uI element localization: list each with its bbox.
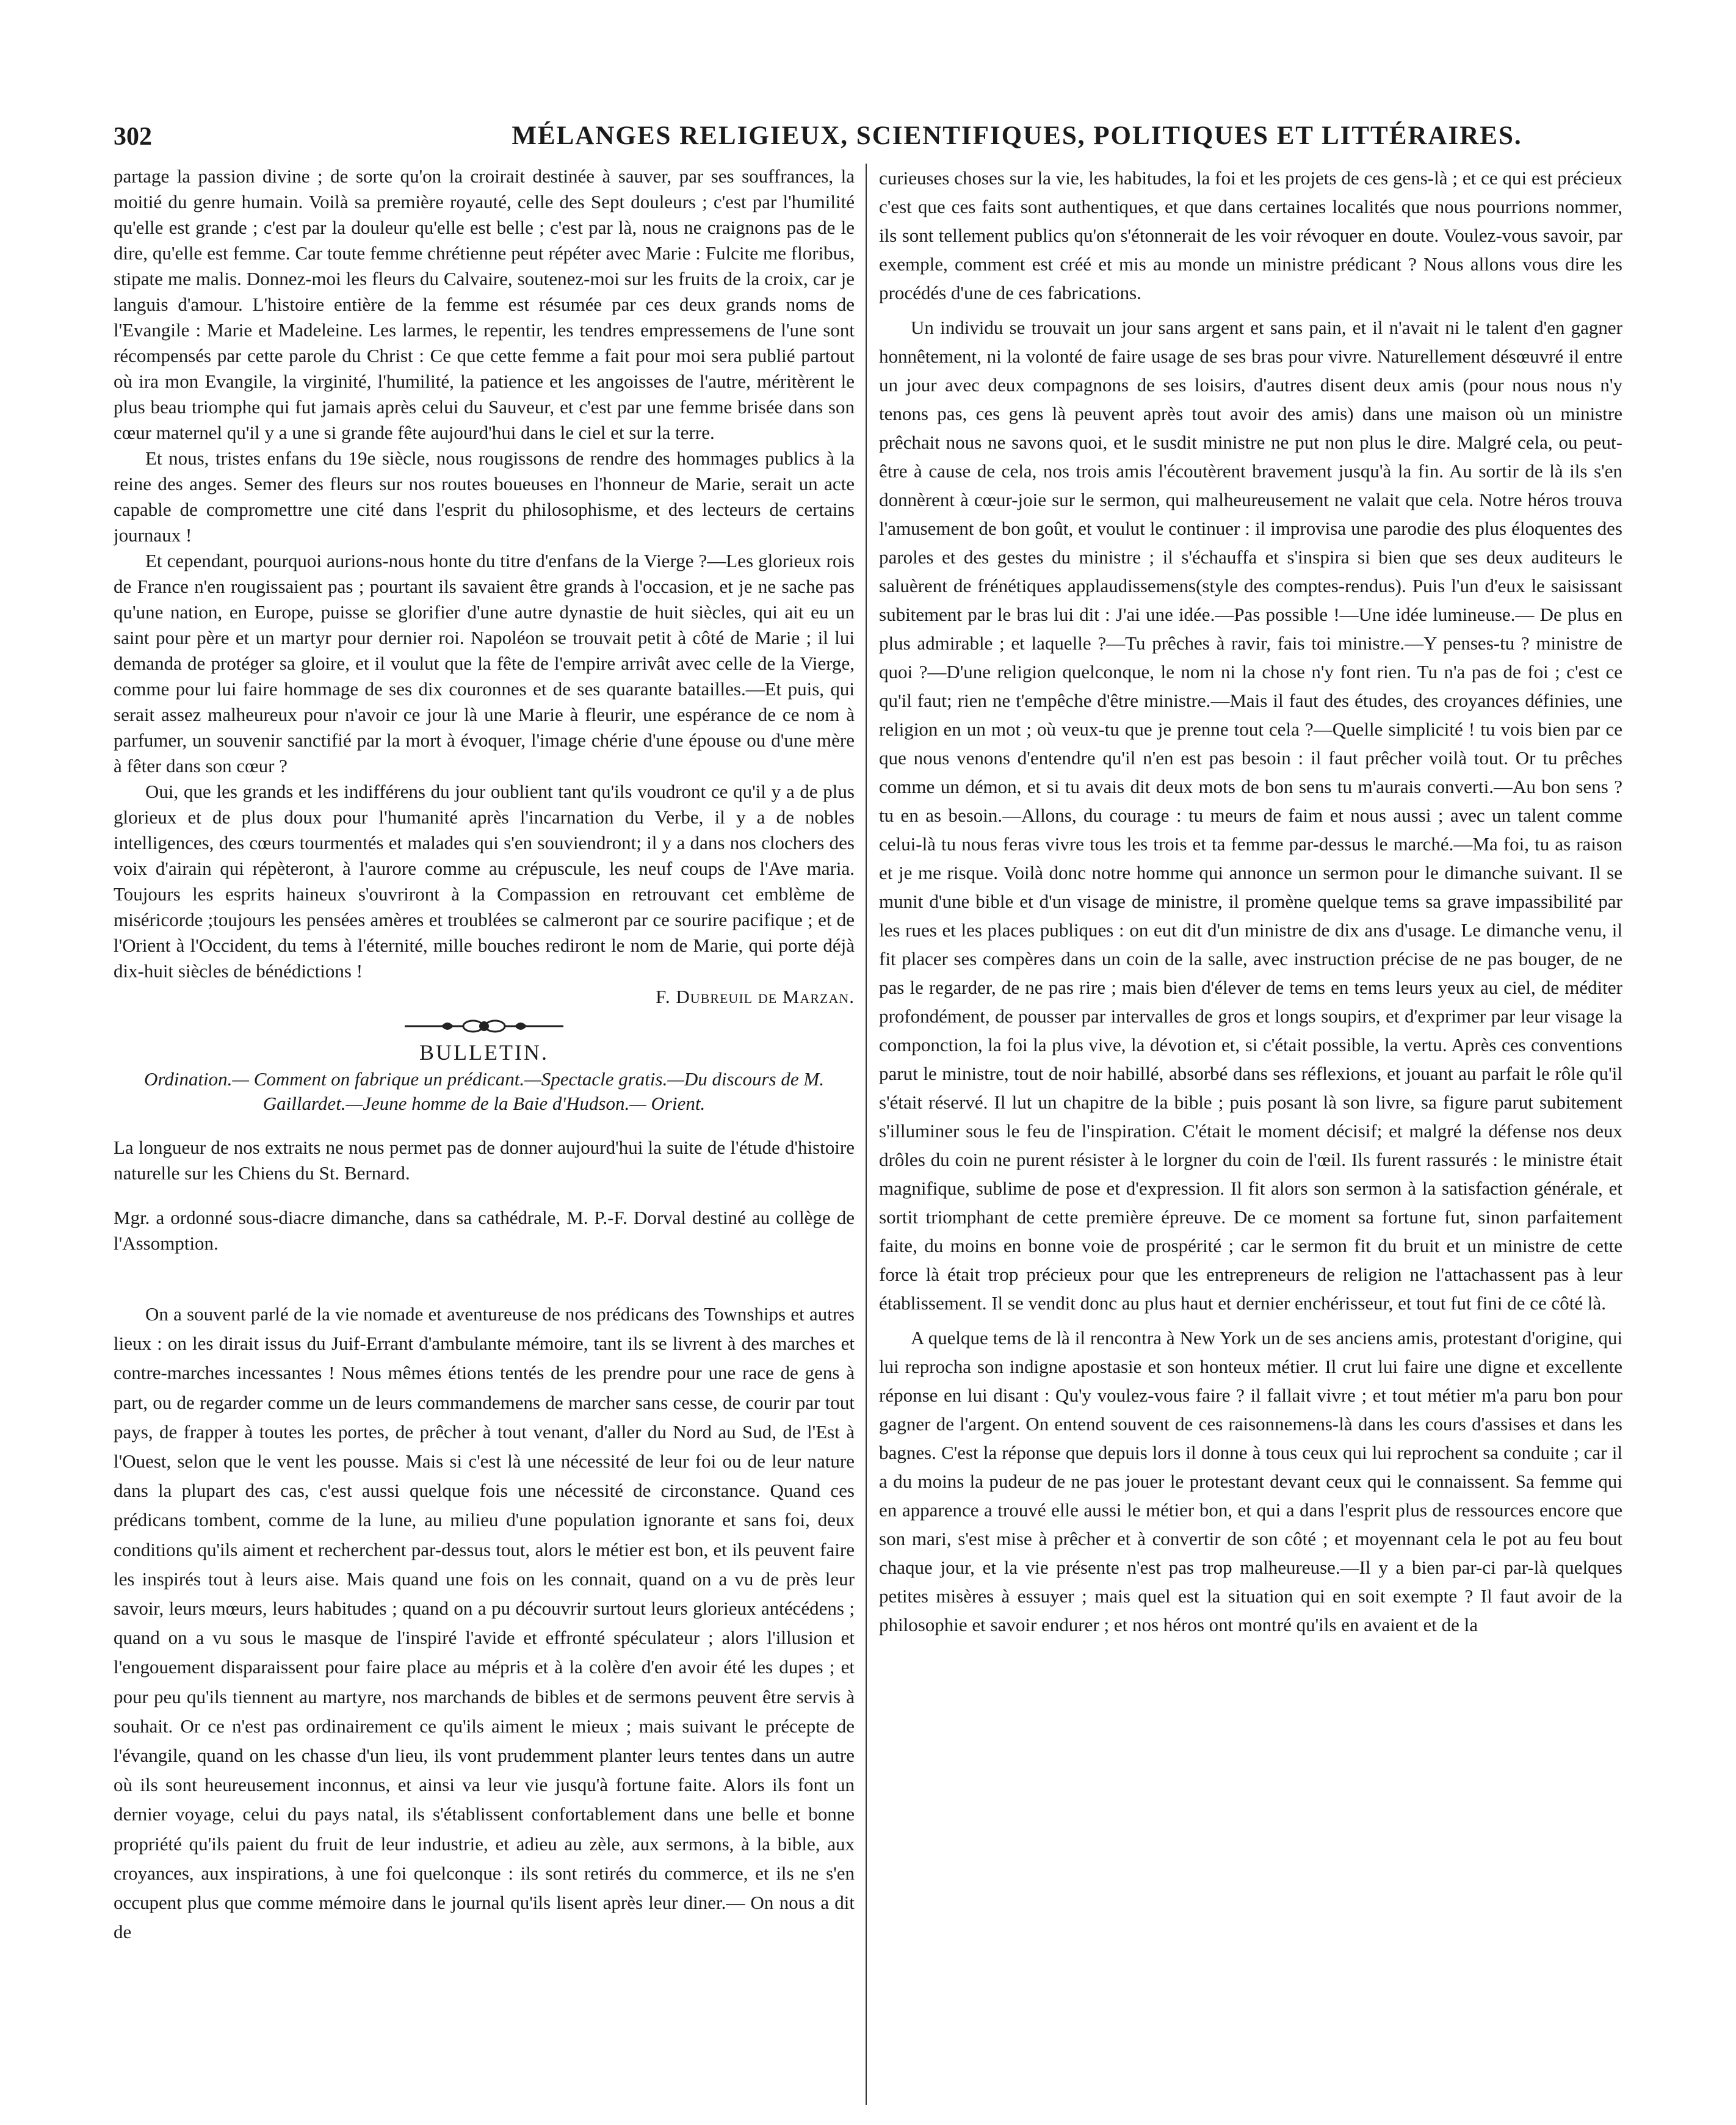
ornament-divider-icon	[405, 1016, 563, 1037]
article-paragraph: curieuses choses sur la vie, les habitudes, la foi et les projets de ces gens-là ; et ce qui est précieux c'est que ces faits sont authentiques, et que dans certaines localités que nous pourrions nommer, ils sont tellement publics qu'on s'étonnerait de les voir révoquer en doute. Voulez-vous savoir, par exemple, comment est créé et mis au monde un ministre prédicant ? Nous allons vous dire les procédés d'une de ces fabrications.	[879, 167, 1622, 303]
bulletin-heading: BULLETIN.	[419, 1040, 549, 1065]
predicant-article	[114, 1300, 855, 1947]
notice-paragraph: Mgr. a ordonné sous-diacre dimanche, dans sa cathédrale, M. P.-F. Dorval destiné au collège de l'Assomption.	[114, 1207, 855, 1254]
essay-paragraph: partage la passion divine ; de sorte qu'on la croirait destinée à sauver, par ses souffrances, la moitié du genre humain. Voilà sa première royauté, celle des Sept douleurs ; c'est par l'humilité qu'elle est grande ; c'est par la douleur qu'elle est belle ; c'est par là, nous ne craignons pas de le dire, qu'elle est femme. Car toute femme chrétienne peut répéter avec Marie : Fulcite me floribus, stipate me malis. Donnez-moi les fleurs du Calvaire, soutenez-moi sur les fruits de la croix, car je languis d'amour. L'histoire entière de la femme est résumée par ces deux grands noms de l'Evangile : Marie et Madeleine. Les larmes, le repentir, les tendres empressemens de l'une sont récompensés par cette parole du Christ : Ce que cette femme a fait pour moi sera publié partout où ira mon Evangile, la virginité, l'humilité, la patience et les angoisses de l'autre, méritèrent le plus beau triomphe qui fut jamais après celui du Sauveur, et c'est par une femme brisée dans son cœur maternel qu'il y a une si grande fête aujourd'hui dans le ciel et sur la terre.	[114, 165, 855, 443]
marian-essay	[114, 164, 855, 984]
running-header	[114, 121, 1615, 160]
article-paragraph: On a souvent parlé de la vie nomade et aventureuse de nos prédicans des Townships et autres lieux : on les dirait issus du Juif-Errant d'ambulante mémoire, tant ils se livrent à des marches et contre-marches incessantes ! Nous mêmes étions tentés de les prendre pour une race de gens à part, ou de regarder comme un de leurs commandemens de marcher sans cesse, de courir par tout pays, de frapper à toutes les portes, de prêcher à tout venant, d'aller du Nord au Sud, de l'Est à l'Ouest, selon que le vent les pousse. Mais si c'est là une nécessité de leur foi ou de leur nature dans la plupart des cas, c'est aussi quelque fois une nécessité de circonstance. Quand ces prédicans tombent, comme de la lune, au milieu d'une population ignorante et sans foi, deux conditions qu'ils aiment et recherchent par-dessus tout, alors le métier est bon, et ils peuvent faire les inspirés tout à leurs aise. Mais quand une fois on les connait, quand on a vu de près leur savoir, leurs mœurs, leurs habitudes ; quand on a pu découvrir surtout leurs glorieux antécédens ; quand on a vu sous le masque de l'inspiré l'avide et effronté spéculateur ; alors l'illusion et l'engouement disparaissent pour faire place au mépris et à la colère d'en avoir été les dupes ; et pour peu qu'ils tiennent au martyre, nos marchands de bibles et de sermons peuvent être servis à souhait. Or ce n'est pas ordinairement ce qu'ils aiment le mieux ; mais suivant le précepte de l'évangile, quand on les chasse d'un lieu, ils vont prudemment planter leurs tentes dans un autre où ils sont heureusement inconnus, et ainsi va leur vie jusqu'à fortune faite. Alors ils font un dernier voyage, celui du pays natal, ils s'établissent confortablement dans une belle et bonne propriété qu'ils paient du fruit de leur industrie, et adieu au zèle, aux sermons, à la bible, aux croyances, aux inspirations, à une foi quelconque : ils sont retirés du commerce, et ils ne s'en occupent plus que comme mémoire dans le journal qu'ils lisent après leur diner.— On nous a dit de	[114, 1303, 855, 1943]
page-number: 302	[114, 123, 152, 151]
bulletin-summary: Ordination.— Comment on fabrique un prédicant.—Spectacle gratis.—Du discours de M. Gaillardet.—Jeune homme de la Baie d'Hudson.— Orient.	[144, 1068, 824, 1114]
notice-paragraph: La longueur de nos extraits ne nous permet pas de donner aujourd'hui la suite de l'étude d'histoire naturelle sur les Chiens du St. Bernard.	[114, 1137, 855, 1184]
left-column	[114, 164, 855, 2099]
running-title: MÉLANGES RELIGIEUX, SCIENTIFIQUES, POLITIQUES ET LITTÉRAIRES.	[512, 121, 1522, 150]
right-column	[879, 164, 1622, 2099]
bulletin-notices	[114, 1135, 855, 1256]
essay-signature: F. Dubreuil de Marzan.	[656, 986, 855, 1007]
article-paragraph: A quelque tems de là il rencontra à New York un de ses anciens amis, protestant d'origine, qui lui reprocha son indigne apostasie et son honteux métier. Il crut lui faire une digne et excellente réponse en lui disant : Qu'y voulez-vous faire ? il fallait vivre ; et tout métier m'a paru bon pour gagner de l'argent. On entend souvent de ces raisonnemens-là dans les cours d'assises et dans les bagnes. C'est la réponse que depuis lors il donne à tous ceux qui lui reprochent sa conduite ; car il a du moins la pudeur de ne pas jouer le protestant devant ceux qui le connaissent. Sa femme qui en apparence a trouvé elle aussi le métier bon, et qui a dans l'esprit plus de ressources encore que son mari, s'est mise à prêcher et à convertir de son côté ; et moyennant cela le pot au feu bout chaque jour, et la vie présente n'est pas trop malheureuse.—Il y a bien par-ci par-là quelques petites misères à essuyer ; mais quel est la situation qui en soit exempte ? Il faut avoir de la philosophie et savoir endurer ; et nos héros ont montré qu'ils en avaient et de la	[879, 1327, 1622, 1635]
article-paragraph: Un individu se trouvait un jour sans argent et sans pain, et il n'avait ni le talent d'en gagner honnêtement, ni la volonté de faire usage de ses bras pour vivre. Naturellement désœuvré il entre un jour avec deux compagnons de ses loisirs, d'autres disent deux amis (pour nous nous n'y tenons pas, ces gens là peuvent après tout avoir des amis) dans une maison où un ministre prêchait nous ne savons quoi, et le susdit ministre ne put non plus le dire. Malgré cela, ou peut-être à cause de cela, nos trois amis l'écoutèrent bravement jusqu'à la fin. Au sortir de là ils s'en donnèrent à cœur-joie sur le sermon, qui malheureusement ne valait que cela. Notre héros trouva l'amusement de bon goût, et voulut le continuer : il improvisa une parodie des plus éloquentes des paroles et des gestes du ministre ; il s'échauffa et s'inspira si bien que ses deux auditeurs le saluèrent de frénétiques applaudissemens(style des comptes-rendus). Puis l'un d'eux le saisissant subitement par le bras lui dit : J'ai une idée.—Pas possible !—Une idée lumineuse.— De plus en plus admirable ; et laquelle ?—Tu prêches à ravir, fais toi ministre.—Y penses-tu ? ministre de quoi ?—D'une religion quelconque, le nom ni la chose n'y font rien. Tu n'a pas de foi ; c'est ce qu'il faut; rien ne t'empêche d'être ministre.—Mais il faut des études, des croyances définies, une religion en un mot ; où veux-tu que je prenne tout cela ?—Quelle simplicité ! tu vois bien par ce que nous venons d'entendre qu'il n'en est pas besoin : il faut prêcher voilà tout. Or tu prêches comme un démon, et si tu avais dit deux mots de bon sens tu m'aurais converti.—Au bon sens ? tu en as besoin.—Allons, du courage : tu meurs de faim et nous aussi ; avec un talent comme celui-là tu nous feras vivre tous les trois et ta femme par-dessus le marché.—Ma foi, tu as raison et je me risque. Voilà donc notre homme qui annonce un sermon pour le dimanche suivant. Il se munit d'une bible et d'un visage de ministre, il promène quelque tems sa grave impassibilité par les rues et les places publiques : on eut dit d'un ministre de dix ans d'usage. Le dimanche venu, il fit placer ses compères dans un coin de la salle, avec instruction précise de ne pas bouger, de ne pas le regarder, de ne pas rire ; mais bien d'élever de tems en tems leurs yeux au ciel, de méditer profondément, de pousser par intervalles de gros et longs soupirs, et d'exprimer par leur visage la componction, la foi la plus vive, la dévotion et, si c'était possible, la vertu. Après ces conventions parut le ministre, tout de noir habillé, absorbé dans ses réflexions, et jouant au parfait le rôle qu'il s'était réservé. Il lut un chapitre de la bible ; puis posant là son livre, sa figure parut subitement s'illuminer sous le feu de l'inspiration. C'était le moment décisif; et malgré la défense nos deux drôles du coin ne purent résister à le lorgner du coin de l'œil. Ils furent rassurés : le ministre était magnifique, sublime de pose et d'expression. Il fit alors son sermon à la satisfaction générale, et sortit triomphant de cette première épreuve. De ce moment sa fortune fut, sinon parfaitement faite, du moins en bonne voie de prospérité ; car le sermon fit du bruit et un ministre de cette force là était trop précieux pour que les entrepreneurs de religion ne l'attachassent pas à leur établissement. Il se vendit donc au plus haut et dernier enchérisseur, et tout fut fini de ce côté là.	[879, 317, 1622, 1314]
essay-paragraph: Oui, que les grands et les indifférens du jour oublient tant qu'ils voudront ce qu'il y a de plus glorieux et de plus doux pour l'humanité après l'incarnation du Verbe, il y a de nobles intelligences, des cœurs tourmentés et malades qui s'en souviendront; il y a dans nos clochers des voix d'airain qui répèteront, à l'aurore comme au crépuscule, les neuf coups de l'Ave maria. Toujours les esprits haineux s'ouvriront à la Compassion en retrouvant cet emblème de miséricorde ;toujours les pensées amères et troublées se calmeront par ce sourire pacifique ; et de l'Orient à l'Occident, du tems à l'éternité, mille bouches rediront le nom de Marie, qui porte déjà dix-huit siècles de bénédictions !	[114, 781, 855, 982]
essay-paragraph: Et nous, tristes enfans du 19e siècle, nous rougissons de rendre des hommages publics à la reine des anges. Semer des fleurs sur nos routes boueuses en l'honneur de Marie, serait un acte capable de compromettre une cité dans l'esprit du philosophisme, et des lecteurs de certains journaux !	[114, 447, 855, 546]
column-rule	[866, 164, 867, 2105]
essay-paragraph: Et cependant, pourquoi aurions-nous honte du titre d'enfans de la Vierge ?—Les glorieux rois de France n'en rougissaient pas ; pourtant ils savaient être grands à l'occasion, et je ne sache pas qu'une nation, en Europe, puisse se glorifier d'une autre dynastie de huit siècles, qui ait eu un saint pour père et un martyr pour dernier roi. Napoléon se trouvait petit à côté de Marie ; il lui demanda de protéger sa gloire, et il voulut que la fête de l'empire arrivât avec celle de la Vierge, comme pour lui faire hommage de ses dix couronnes et de ses quarante batailles.—Et puis, qui serait assez malheureux pour n'avoir ce jour là une Marie à fleurir, une espérance de ce nom à parfumer, un souvenir sanctifié par la mort à évoquer, l'image chérie d'une épouse ou d'une mère à fêter dans son cœur ?	[114, 550, 855, 777]
